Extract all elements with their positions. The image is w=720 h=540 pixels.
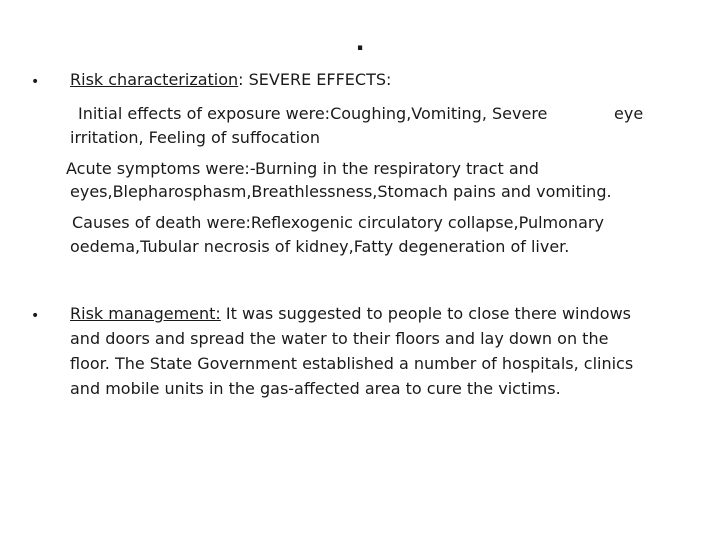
bullet-marker: • bbox=[31, 74, 40, 90]
acute-symptoms-line-1: Acute symptoms were:-Burning in the respiratory tract and bbox=[66, 159, 539, 178]
risk-management-line-1 bbox=[70, 304, 631, 324]
risk-characterization-subheading: : SEVERE EFFECTS: bbox=[238, 70, 392, 89]
risk-management-line-1-text: It was suggested to people to close there windows bbox=[220, 304, 631, 323]
acute-symptoms-line-2: eyes,Blepharosphasm,Breathlessness,Stomach pains and vomiting. bbox=[70, 182, 612, 201]
risk-management-heading: Risk management: bbox=[70, 304, 221, 323]
causes-of-death-line-1: Causes of death were:Reflexogenic circulatory collapse,Pulmonary bbox=[72, 213, 604, 232]
causes-of-death-line-2: oedema,Tubular necrosis of kidney,Fatty degeneration of liver. bbox=[70, 237, 570, 256]
initial-effects-line-2: irritation, Feeling of suffocation bbox=[70, 128, 320, 147]
risk-characterization-heading-line bbox=[70, 70, 391, 90]
risk-management-line-4: and mobile units in the gas-affected area to cure the victims. bbox=[70, 379, 561, 398]
risk-management-line-3: floor. The State Government established a number of hospitals, clinics bbox=[70, 354, 634, 373]
bullet-marker: • bbox=[31, 308, 40, 324]
slide-title: . bbox=[355, 28, 365, 56]
risk-management-line-2: and doors and spread the water to their floors and lay down on the bbox=[70, 329, 609, 348]
risk-characterization-heading: Risk characterization bbox=[70, 70, 239, 89]
initial-effects-line-1: Initial effects of exposure were:Coughing,Vomiting, Severe bbox=[78, 104, 548, 123]
initial-effects-line-1-end: eye bbox=[614, 104, 644, 123]
